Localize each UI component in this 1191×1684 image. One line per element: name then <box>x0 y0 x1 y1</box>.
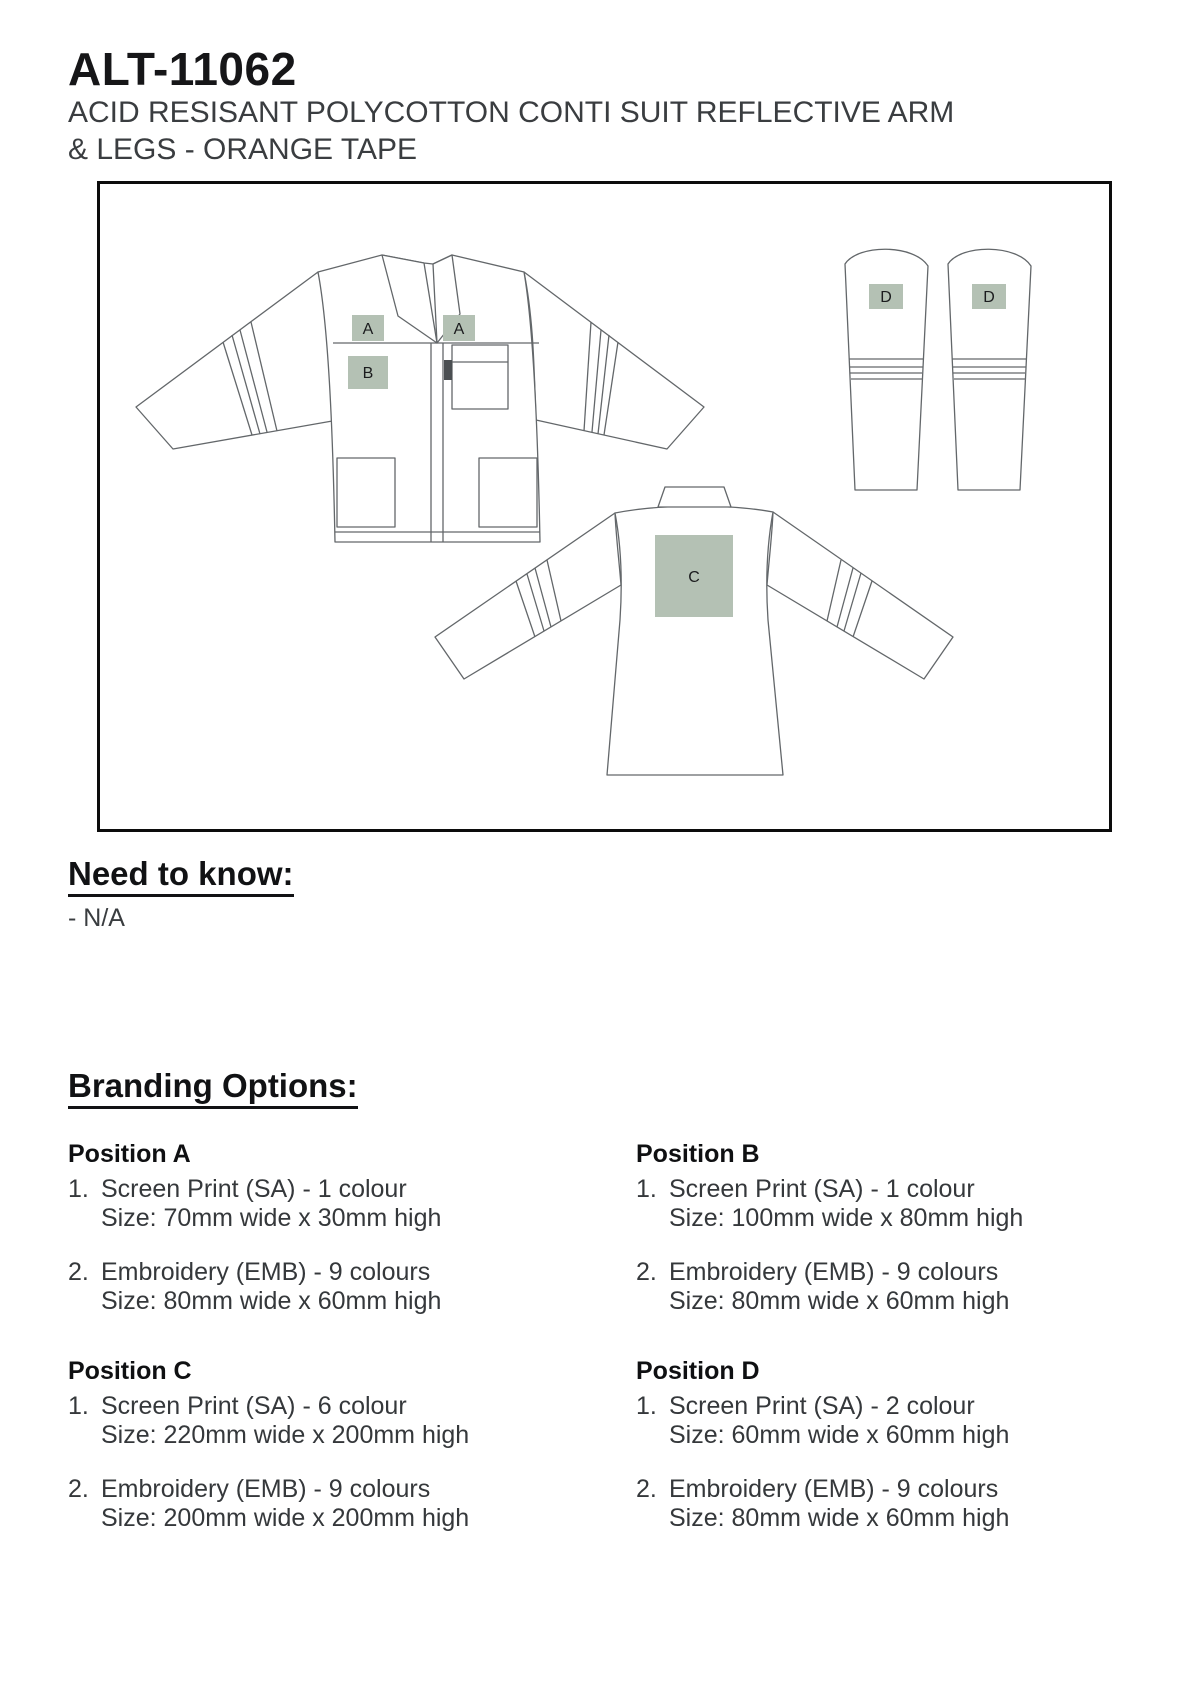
option-size: Size: 60mm wide x 60mm high <box>669 1421 1010 1449</box>
position-b-option-1 <box>636 1175 1181 1233</box>
option-size: Size: 220mm wide x 200mm high <box>101 1421 470 1449</box>
option-method: Embroidery (EMB) - 9 colours <box>669 1475 999 1503</box>
position-c-option-1 <box>68 1392 613 1450</box>
branding-options-heading: Branding Options: <box>68 1068 358 1109</box>
position-d-option-1 <box>636 1392 1181 1450</box>
need-to-know-item: - N/A <box>68 904 125 932</box>
option-size: Size: 80mm wide x 60mm high <box>669 1504 1010 1532</box>
position-b-block <box>636 1140 1181 1341</box>
front-left-sleeve <box>136 272 338 449</box>
position-d-option-2 <box>636 1475 1181 1533</box>
back-right-sleeve <box>767 512 953 679</box>
option-number: 2. <box>68 1258 89 1286</box>
product-subtitle <box>68 94 954 168</box>
option-number: 2. <box>636 1475 657 1503</box>
marker-letter-a-left: A <box>362 321 374 338</box>
position-c-heading: Position C <box>68 1357 192 1385</box>
option-size: Size: 200mm wide x 200mm high <box>101 1504 470 1532</box>
product-subtitle-line1: ACID RESISANT POLYCOTTON CONTI SUIT REFLECTIVE ARM <box>68 96 955 129</box>
front-right-sleeve <box>524 272 704 449</box>
option-number: 1. <box>636 1175 657 1203</box>
garment-diagram-frame <box>97 181 1112 832</box>
trouser-legs-drawing <box>845 249 1031 490</box>
position-d-heading: Position D <box>636 1357 760 1385</box>
option-method: Embroidery (EMB) - 9 colours <box>669 1258 999 1286</box>
front-zip-slider <box>444 360 452 380</box>
option-method: Screen Print (SA) - 1 colour <box>101 1175 407 1203</box>
position-a-heading: Position A <box>68 1140 191 1168</box>
position-a-option-2 <box>68 1258 613 1316</box>
option-number: 2. <box>68 1475 89 1503</box>
position-a-option-1 <box>68 1175 613 1233</box>
option-number: 1. <box>68 1175 89 1203</box>
option-method: Screen Print (SA) - 2 colour <box>669 1392 975 1420</box>
option-number: 1. <box>68 1392 89 1420</box>
front-lower-pocket-left <box>337 458 395 527</box>
front-lower-pocket-right <box>479 458 537 527</box>
product-subtitle-line2: & LEGS - ORANGE TAPE <box>68 133 417 166</box>
marker-letter-d-right: D <box>983 289 995 306</box>
option-size: Size: 80mm wide x 60mm high <box>669 1287 1010 1315</box>
need-to-know-heading: Need to know: <box>68 856 294 897</box>
marker-letter-a-right: A <box>453 321 465 338</box>
marker-letter-c: C <box>688 569 700 586</box>
option-number: 2. <box>636 1258 657 1286</box>
option-method: Embroidery (EMB) - 9 colours <box>101 1258 431 1286</box>
position-d-block <box>636 1357 1181 1558</box>
front-jacket-drawing <box>136 255 704 542</box>
position-c-option-2 <box>68 1475 613 1533</box>
position-a-block <box>68 1140 613 1341</box>
page-title: ALT-11062 <box>68 43 297 95</box>
front-chest-pocket <box>452 345 508 409</box>
option-number: 1. <box>636 1392 657 1420</box>
position-b-heading: Position B <box>636 1140 760 1168</box>
position-b-option-2 <box>636 1258 1181 1316</box>
position-c-block <box>68 1357 613 1558</box>
garment-diagram <box>100 184 1109 829</box>
option-size: Size: 80mm wide x 60mm high <box>101 1287 442 1315</box>
back-collar <box>658 487 731 507</box>
marker-letter-b: B <box>362 365 374 382</box>
option-size: Size: 70mm wide x 30mm high <box>101 1204 442 1232</box>
option-method: Screen Print (SA) - 6 colour <box>101 1392 407 1420</box>
marker-letter-d-left: D <box>880 289 892 306</box>
option-method: Screen Print (SA) - 1 colour <box>669 1175 975 1203</box>
option-method: Embroidery (EMB) - 9 colours <box>101 1475 431 1503</box>
option-size: Size: 100mm wide x 80mm high <box>669 1204 1024 1232</box>
